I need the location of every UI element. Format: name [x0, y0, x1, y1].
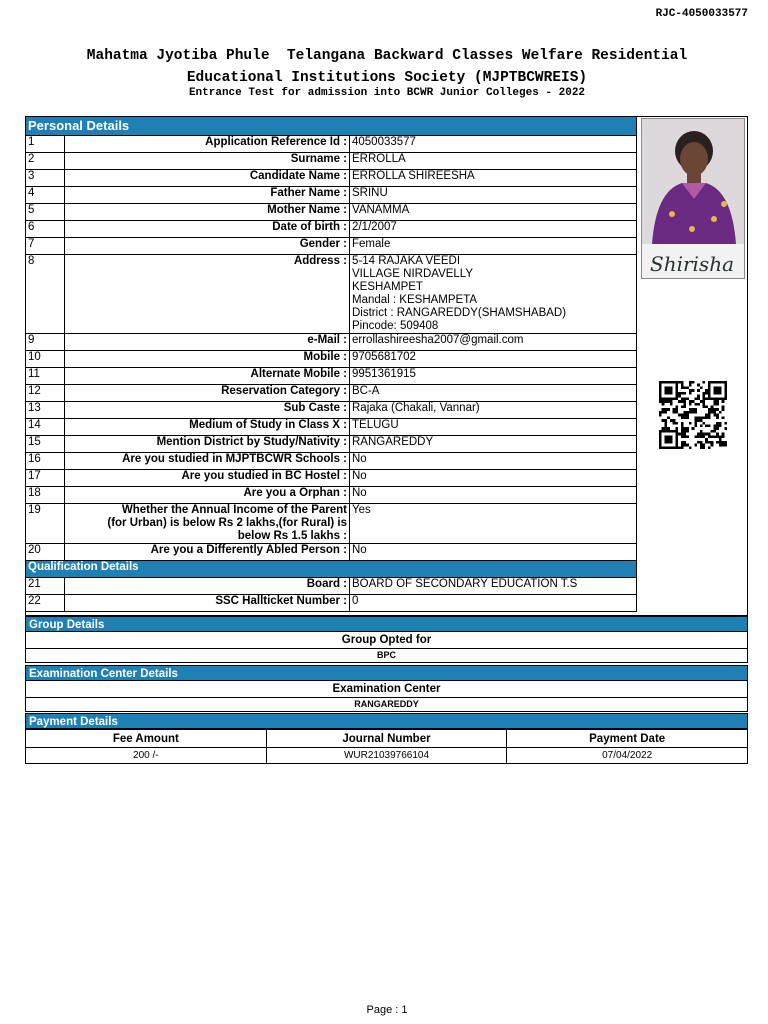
group-opted-label: Group Opted for — [26, 632, 747, 649]
field-label: Date of birth : — [65, 221, 350, 238]
row-number: 5 — [26, 204, 65, 221]
page-number: Page : 1 — [366, 1004, 408, 1016]
field-label: Are you studied in BC Hostel : — [65, 470, 350, 487]
field-label: Are you a Differently Abled Person : — [65, 544, 350, 561]
qr-code-icon — [658, 381, 728, 449]
document-heading — [0, 45, 768, 89]
row-number: 16 — [26, 453, 65, 470]
row-number: 1 — [26, 136, 65, 153]
detail-row — [26, 368, 637, 385]
exam-center-label: Examination Center — [26, 681, 747, 698]
row-number: 21 — [26, 578, 65, 595]
income-question-line: (for Urban) is below Rs 2 lakhs,(for Rural) is — [107, 517, 347, 529]
heading-line-2: Educational Institutions Society (MJPTBCWREIS) — [186, 70, 588, 86]
field-value — [350, 255, 637, 334]
field-label: Candidate Name : — [65, 170, 350, 187]
field-label: Surname : — [65, 153, 350, 170]
payment-date-value: 07/04/2022 — [507, 748, 748, 764]
detail-row — [26, 470, 637, 487]
payment-table — [25, 729, 748, 764]
field-label: Alternate Mobile : — [65, 368, 350, 385]
field-value: Yes — [350, 504, 637, 544]
row-number: 2 — [26, 153, 65, 170]
heading-line-1: Mahatma Jyotiba Phule Telangana Backward Classes Welfare Residential — [86, 48, 688, 64]
field-value: No — [350, 487, 637, 504]
field-label: Address : — [65, 255, 350, 334]
address-line: VILLAGE NIRDAVELLY — [352, 268, 474, 280]
field-value: errollashireesha2007@gmail.com — [350, 334, 637, 351]
row-number: 15 — [26, 436, 65, 453]
detail-row — [26, 334, 637, 351]
row-number: 8 — [26, 255, 65, 334]
detail-row — [26, 385, 637, 402]
income-question-line: below Rs 1.5 lakhs : — [237, 530, 347, 542]
detail-row — [26, 153, 637, 170]
field-value: SRINU — [350, 187, 637, 204]
group-opted-value: BPC — [376, 650, 396, 660]
field-label: Gender : — [65, 238, 350, 255]
row-number: 13 — [26, 402, 65, 419]
field-value: RANGAREDDY — [350, 436, 637, 453]
field-label: Mention District by Study/Nativity : — [65, 436, 350, 453]
field-label: Reservation Category : — [65, 385, 350, 402]
personal-details-table — [25, 116, 637, 612]
row-number: 20 — [26, 544, 65, 561]
income-question-line: Whether the Annual Income of the Parent — [121, 504, 347, 516]
fee-amount-header: Fee Amount — [26, 730, 267, 748]
personal-details-header: Personal Details — [26, 117, 637, 136]
field-label: Are you studied in MJPTBCWR Schools : — [65, 453, 350, 470]
row-number: 18 — [26, 487, 65, 504]
row-number: 17 — [26, 470, 65, 487]
address-line: KESHAMPET — [352, 281, 423, 293]
row-number: 10 — [26, 351, 65, 368]
payment-date-header: Payment Date — [507, 730, 748, 748]
address-line: 5-14 RAJAKA VEEDI — [352, 255, 461, 267]
address-line: District : RANGAREDDY(SHAMSHABAD) — [352, 307, 567, 319]
detail-row — [26, 436, 637, 453]
row-number: 22 — [26, 595, 65, 612]
field-label — [65, 504, 350, 544]
detail-row — [26, 578, 637, 595]
detail-row — [26, 255, 637, 334]
row-number: 6 — [26, 221, 65, 238]
row-number: 9 — [26, 334, 65, 351]
candidate-photo — [641, 118, 745, 279]
field-value: TELUGU — [350, 419, 637, 436]
field-value: ERROLLA — [350, 153, 637, 170]
detail-row — [26, 402, 637, 419]
row-number: 11 — [26, 368, 65, 385]
qualification-details-header: Qualification Details — [26, 561, 637, 578]
field-label: Board : — [65, 578, 350, 595]
detail-row — [26, 419, 637, 436]
group-details-box — [25, 632, 748, 663]
payment-details-header: Payment Details — [25, 713, 748, 729]
field-value: 0 — [350, 595, 637, 612]
address-line: Pincode: 509408 — [352, 320, 439, 332]
group-details-header: Group Details — [25, 616, 748, 632]
field-value: 9705681702 — [350, 351, 637, 368]
candidate-signature: Shirisha — [650, 252, 735, 276]
field-value: 9951361915 — [350, 368, 637, 385]
detail-row — [26, 204, 637, 221]
field-label: Medium of Study in Class X : — [65, 419, 350, 436]
field-label: Sub Caste : — [65, 402, 350, 419]
detail-row — [26, 238, 637, 255]
detail-row — [26, 595, 637, 612]
detail-row — [26, 136, 637, 153]
field-label: SSC Hallticket Number : — [65, 595, 350, 612]
field-label: Application Reference Id : — [65, 136, 350, 153]
row-number: 3 — [26, 170, 65, 187]
field-value: 2/1/2007 — [350, 221, 637, 238]
row-number: 14 — [26, 419, 65, 436]
detail-row — [26, 544, 637, 561]
detail-row — [26, 221, 637, 238]
row-number: 12 — [26, 385, 65, 402]
detail-row — [26, 504, 637, 544]
journal-number-value: WUR21039766104 — [266, 748, 507, 764]
exam-subtitle: Entrance Test for admission into BCWR Junior Colleges - 2022 — [188, 87, 586, 99]
field-value: BOARD OF SECONDARY EDUCATION T.S — [350, 578, 637, 595]
detail-row — [26, 187, 637, 204]
field-value: BC-A — [350, 385, 637, 402]
field-label: Father Name : — [65, 187, 350, 204]
exam-center-header: Examination Center Details — [25, 665, 748, 681]
field-label: e-Mail : — [65, 334, 350, 351]
row-number: 7 — [26, 238, 65, 255]
row-number: 19 — [26, 504, 65, 544]
detail-row — [26, 453, 637, 470]
field-label: Mobile : — [65, 351, 350, 368]
reference-code: RJC-4050033577 — [655, 8, 748, 20]
journal-number-header: Journal Number — [266, 730, 507, 748]
row-number: 4 — [26, 187, 65, 204]
field-value: ERROLLA SHIREESHA — [350, 170, 637, 187]
fee-amount-value: 200 /- — [26, 748, 267, 764]
address-line: Mandal : KESHAMPETA — [352, 294, 478, 306]
field-value: Rajaka (Chakali, Vannar) — [350, 402, 637, 419]
field-value: No — [350, 470, 637, 487]
field-value: VANAMMA — [350, 204, 637, 221]
exam-center-box — [25, 681, 748, 712]
detail-row — [26, 487, 637, 504]
field-label: Mother Name : — [65, 204, 350, 221]
field-value: No — [350, 453, 637, 470]
field-value: Female — [350, 238, 637, 255]
field-label: Are you a Orphan : — [65, 487, 350, 504]
detail-row — [26, 351, 637, 368]
field-value: 4050033577 — [350, 136, 637, 153]
exam-center-value: RANGAREDDY — [354, 699, 419, 709]
field-value: No — [350, 544, 637, 561]
detail-row — [26, 170, 637, 187]
